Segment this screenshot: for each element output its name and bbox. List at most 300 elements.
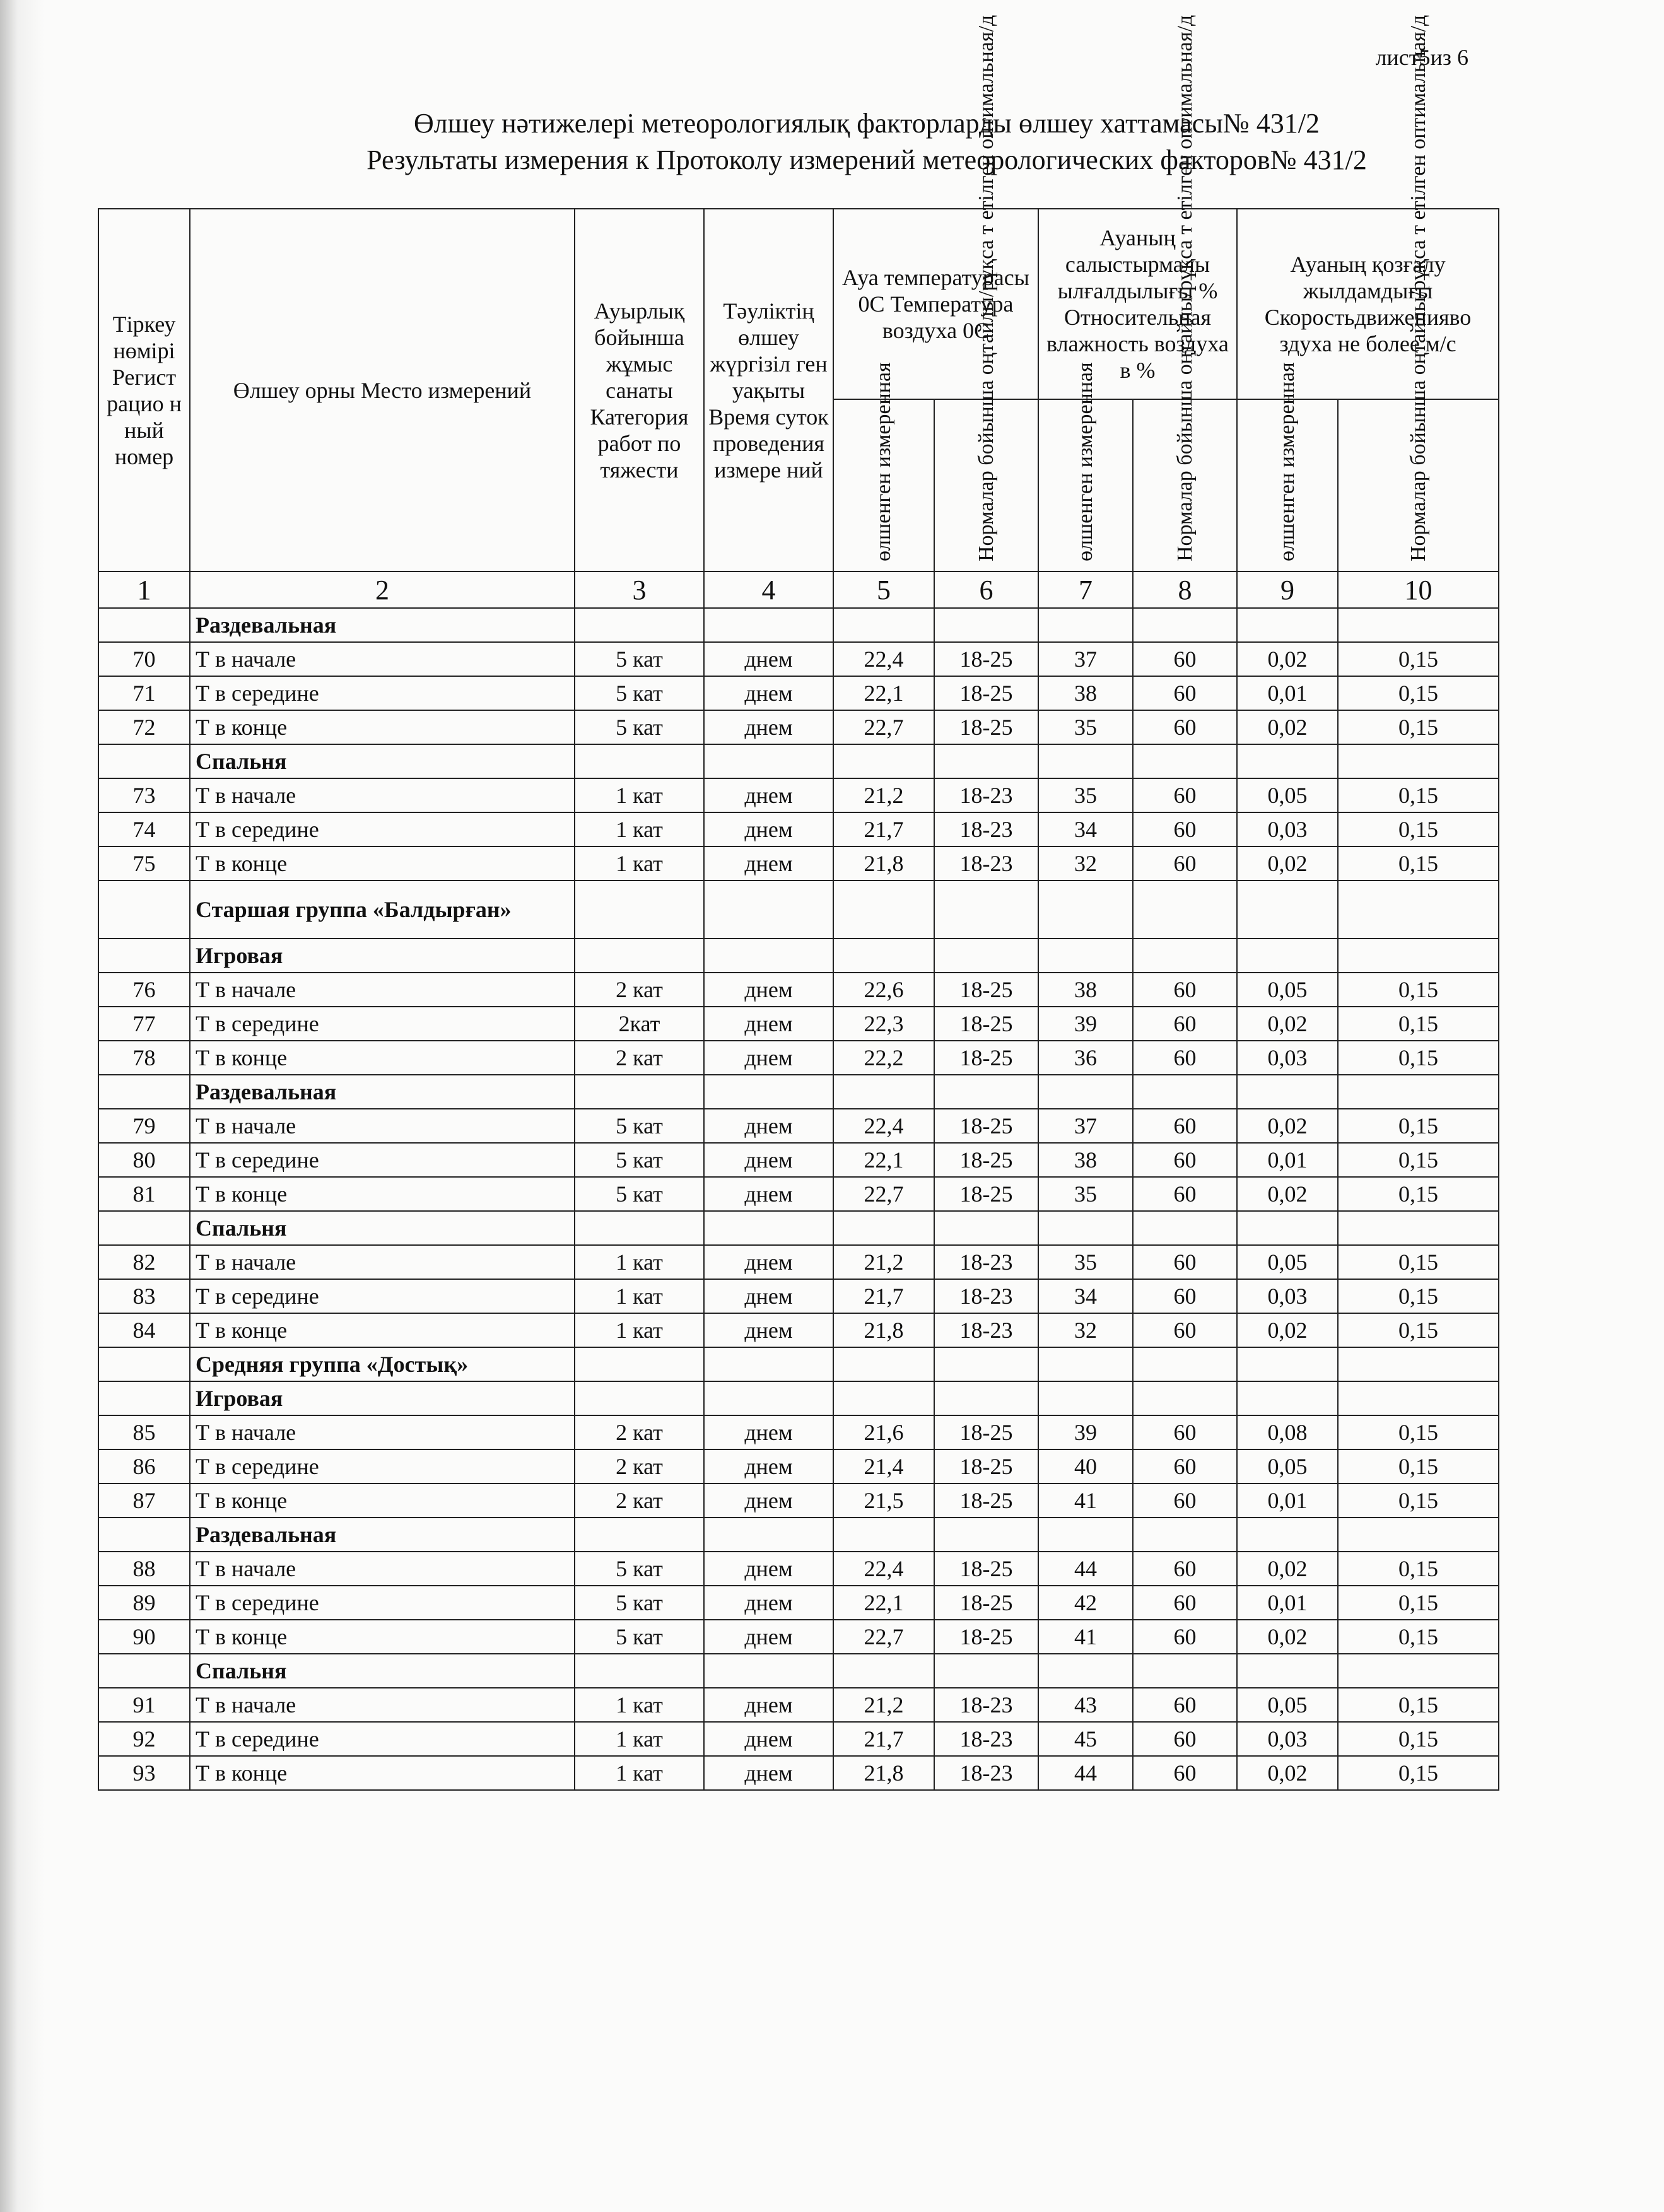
cell-category: 5 кат <box>575 1109 704 1143</box>
empty-cell <box>833 1518 934 1552</box>
empty-cell <box>1338 1211 1499 1245</box>
cell-humidity-norm: 60 <box>1133 778 1237 812</box>
section-row <box>98 1211 1499 1245</box>
scan-shadow <box>0 0 44 2212</box>
table-body <box>98 608 1499 1790</box>
cell-reg-number: 72 <box>98 710 190 744</box>
cell-temp-norm: 18-25 <box>934 1143 1038 1177</box>
cell-place: Т в конце <box>190 710 575 744</box>
cell-speed-measured: 0,05 <box>1237 778 1338 812</box>
cell-speed-norm: 0,15 <box>1338 710 1499 744</box>
cell-reg-number: 76 <box>98 973 190 1007</box>
cell-reg-number: 81 <box>98 1177 190 1211</box>
cell-humidity-measured: 40 <box>1038 1449 1133 1483</box>
cell-humidity-measured: 38 <box>1038 973 1133 1007</box>
section-row <box>98 608 1499 642</box>
empty-cell <box>833 1211 934 1245</box>
cell-reg-number: 80 <box>98 1143 190 1177</box>
table-row <box>98 1041 1499 1075</box>
section-row <box>98 1518 1499 1552</box>
table-row <box>98 778 1499 812</box>
cell-place: Т в конце <box>190 1177 575 1211</box>
table-row <box>98 1586 1499 1620</box>
cell-speed-norm: 0,15 <box>1338 1483 1499 1518</box>
cell-humidity-measured: 32 <box>1038 846 1133 881</box>
cell-reg-number: 79 <box>98 1109 190 1143</box>
empty-cell <box>1038 1211 1133 1245</box>
cell-category: 5 кат <box>575 1552 704 1586</box>
cell-temp-measured: 22,1 <box>833 1143 934 1177</box>
cell-temp-norm: 18-25 <box>934 1007 1038 1041</box>
cell-humidity-measured: 37 <box>1038 642 1133 676</box>
empty-cell <box>833 744 934 778</box>
col-num: 9 <box>1237 571 1338 608</box>
cell-temp-measured: 21,4 <box>833 1449 934 1483</box>
cell-time: днем <box>704 846 833 881</box>
cell-humidity-measured: 43 <box>1038 1688 1133 1722</box>
cell-humidity-norm: 60 <box>1133 1143 1237 1177</box>
cell-humidity-norm: 60 <box>1133 1483 1237 1518</box>
cell-temp-measured: 22,1 <box>833 676 934 710</box>
empty-cell <box>1133 1211 1237 1245</box>
empty-cell <box>833 881 934 939</box>
cell-temp-norm: 18-23 <box>934 1279 1038 1313</box>
cell-time: днем <box>704 1279 833 1313</box>
cell-speed-measured: 0,08 <box>1237 1415 1338 1449</box>
empty-cell <box>98 1518 190 1552</box>
empty-cell <box>1038 1381 1133 1415</box>
empty-cell <box>98 1347 190 1381</box>
empty-cell <box>1338 1347 1499 1381</box>
title-kz: Өлшеу нәтижелері метеорологиялық факторларды өлшеу хаттамасы№ 431/2 <box>414 108 1320 139</box>
cell-reg-number: 83 <box>98 1279 190 1313</box>
cell-category: 1 кат <box>575 812 704 846</box>
header-temp-norm: Нормалар бойынша оңтайлы/рұқса т етілген оптимальная/д <box>934 399 1038 571</box>
cell-humidity-measured: 35 <box>1038 778 1133 812</box>
empty-cell <box>1237 744 1338 778</box>
table-row <box>98 676 1499 710</box>
cell-humidity-measured: 41 <box>1038 1483 1133 1518</box>
cell-place: Т в начале <box>190 973 575 1007</box>
empty-cell <box>98 1211 190 1245</box>
empty-cell <box>1133 1347 1237 1381</box>
empty-cell <box>575 744 704 778</box>
cell-humidity-norm: 60 <box>1133 1756 1237 1790</box>
empty-cell <box>98 1075 190 1109</box>
table-row <box>98 1279 1499 1313</box>
cell-speed-measured: 0,02 <box>1237 642 1338 676</box>
cell-time: днем <box>704 1552 833 1586</box>
cell-category: 5 кат <box>575 1620 704 1654</box>
cell-temp-measured: 21,2 <box>833 1688 934 1722</box>
cell-temp-measured: 21,8 <box>833 846 934 881</box>
header-time: Тәуліктің өлшеу жүргізіл ген уақыты Время суток проведения измере ний <box>704 209 833 571</box>
header-temp-measured: өлшенген измеренная <box>833 399 934 571</box>
section-row <box>98 1347 1499 1381</box>
empty-cell <box>1133 1518 1237 1552</box>
empty-cell <box>704 1211 833 1245</box>
empty-cell <box>833 939 934 973</box>
cell-humidity-norm: 60 <box>1133 1279 1237 1313</box>
cell-temp-norm: 18-23 <box>934 1756 1038 1790</box>
section-row <box>98 881 1499 939</box>
table-row <box>98 1688 1499 1722</box>
cell-speed-measured: 0,02 <box>1237 846 1338 881</box>
cell-place: Т в начале <box>190 1109 575 1143</box>
cell-temp-norm: 18-23 <box>934 812 1038 846</box>
cell-category: 1 кат <box>575 1245 704 1279</box>
cell-temp-measured: 22,4 <box>833 1552 934 1586</box>
empty-cell <box>575 881 704 939</box>
header-place: Өлшеу орны Место измерений <box>190 209 575 571</box>
cell-time: днем <box>704 1415 833 1449</box>
cell-speed-measured: 0,01 <box>1237 1483 1338 1518</box>
empty-cell <box>1133 744 1237 778</box>
table-row <box>98 1109 1499 1143</box>
cell-place: Т в начале <box>190 778 575 812</box>
cell-speed-measured: 0,01 <box>1237 1143 1338 1177</box>
empty-cell <box>575 1347 704 1381</box>
empty-cell <box>98 1381 190 1415</box>
header-speed-norm: Нормалар бойынша оңтайлы/рұқса т етілген оптимальная/д <box>1338 399 1499 571</box>
empty-cell <box>1038 939 1133 973</box>
cell-place: Т в середине <box>190 676 575 710</box>
table-row <box>98 1756 1499 1790</box>
cell-place: Т в конце <box>190 846 575 881</box>
cell-speed-measured: 0,03 <box>1237 1722 1338 1756</box>
cell-humidity-norm: 60 <box>1133 973 1237 1007</box>
cell-place: Т в начале <box>190 642 575 676</box>
table-row <box>98 1415 1499 1449</box>
cell-speed-measured: 0,03 <box>1237 1279 1338 1313</box>
cell-time: днем <box>704 642 833 676</box>
table-row <box>98 1552 1499 1586</box>
cell-category: 1 кат <box>575 778 704 812</box>
cell-speed-measured: 0,05 <box>1237 973 1338 1007</box>
cell-temp-measured: 22,7 <box>833 1620 934 1654</box>
cell-speed-norm: 0,15 <box>1338 1143 1499 1177</box>
empty-cell <box>1237 881 1338 939</box>
cell-temp-norm: 18-25 <box>934 1415 1038 1449</box>
empty-cell <box>1237 1518 1338 1552</box>
section-title: Спальня <box>190 1654 575 1688</box>
cell-time: днем <box>704 1041 833 1075</box>
col-num: 4 <box>704 571 833 608</box>
empty-cell <box>1133 939 1237 973</box>
cell-category: 1 кат <box>575 1722 704 1756</box>
cell-speed-measured: 0,02 <box>1237 1313 1338 1347</box>
table-row <box>98 1177 1499 1211</box>
cell-time: днем <box>704 1483 833 1518</box>
empty-cell <box>934 881 1038 939</box>
empty-cell <box>1237 1075 1338 1109</box>
col-num: 5 <box>833 571 934 608</box>
cell-speed-measured: 0,02 <box>1237 1177 1338 1211</box>
empty-cell <box>1338 608 1499 642</box>
cell-place: Т в конце <box>190 1483 575 1518</box>
empty-cell <box>1237 939 1338 973</box>
cell-humidity-norm: 60 <box>1133 1041 1237 1075</box>
cell-place: Т в начале <box>190 1688 575 1722</box>
empty-cell <box>1237 1381 1338 1415</box>
empty-cell <box>575 1211 704 1245</box>
empty-cell <box>1237 1347 1338 1381</box>
table-row <box>98 1449 1499 1483</box>
cell-humidity-norm: 60 <box>1133 1415 1237 1449</box>
header-temperature: Ауа температурасы 0С Температура воздуха 0С <box>833 209 1038 399</box>
empty-cell <box>704 1654 833 1688</box>
cell-humidity-measured: 42 <box>1038 1586 1133 1620</box>
col-num: 7 <box>1038 571 1133 608</box>
cell-time: днем <box>704 1143 833 1177</box>
cell-time: днем <box>704 1313 833 1347</box>
cell-reg-number: 89 <box>98 1586 190 1620</box>
header-hum-norm: Нормалар бойынша оңтайлы/рұқса т етілген оптимальная/д <box>1133 399 1237 571</box>
cell-place: Т в конце <box>190 1620 575 1654</box>
cell-place: Т в начале <box>190 1245 575 1279</box>
cell-category: 2 кат <box>575 1483 704 1518</box>
empty-cell <box>1133 1654 1237 1688</box>
cell-category: 2 кат <box>575 973 704 1007</box>
cell-humidity-norm: 60 <box>1133 1177 1237 1211</box>
empty-cell <box>704 1518 833 1552</box>
cell-time: днем <box>704 710 833 744</box>
section-title: Раздевальная <box>190 1518 575 1552</box>
empty-cell <box>1133 881 1237 939</box>
cell-humidity-measured: 32 <box>1038 1313 1133 1347</box>
cell-place: Т в середине <box>190 1722 575 1756</box>
cell-category: 5 кат <box>575 676 704 710</box>
table-row <box>98 710 1499 744</box>
cell-humidity-norm: 60 <box>1133 1449 1237 1483</box>
section-row <box>98 1654 1499 1688</box>
cell-category: 5 кат <box>575 642 704 676</box>
cell-place: Т в середине <box>190 1586 575 1620</box>
cell-time: днем <box>704 676 833 710</box>
cell-reg-number: 84 <box>98 1313 190 1347</box>
cell-temp-norm: 18-23 <box>934 1722 1038 1756</box>
cell-humidity-measured: 38 <box>1038 1143 1133 1177</box>
header-air-speed: Ауаның қозғалу жылдамдығы Скоростьдвиженияво здуха не более м/с <box>1237 209 1499 399</box>
cell-temp-measured: 22,4 <box>833 1109 934 1143</box>
cell-speed-norm: 0,15 <box>1338 1449 1499 1483</box>
header-speed-measured: өлшенген измеренная <box>1237 399 1338 571</box>
empty-cell <box>934 608 1038 642</box>
empty-cell <box>934 1347 1038 1381</box>
cell-time: днем <box>704 1722 833 1756</box>
empty-cell <box>704 1075 833 1109</box>
cell-reg-number: 87 <box>98 1483 190 1518</box>
section-title: Игровая <box>190 1381 575 1415</box>
empty-cell <box>98 939 190 973</box>
title-ru: Результаты измерения к Протоколу измерений метеорологических факторов№ 431/2 <box>366 144 1367 175</box>
cell-humidity-norm: 60 <box>1133 1586 1237 1620</box>
table-row <box>98 1007 1499 1041</box>
empty-cell <box>1038 881 1133 939</box>
cell-speed-norm: 0,15 <box>1338 642 1499 676</box>
section-row <box>98 1075 1499 1109</box>
empty-cell <box>704 608 833 642</box>
table-row <box>98 642 1499 676</box>
empty-cell <box>934 939 1038 973</box>
cell-temp-measured: 21,7 <box>833 1722 934 1756</box>
cell-time: днем <box>704 778 833 812</box>
empty-cell <box>833 1075 934 1109</box>
table-row <box>98 1143 1499 1177</box>
cell-humidity-measured: 35 <box>1038 1177 1133 1211</box>
cell-category: 1 кат <box>575 1688 704 1722</box>
table-row <box>98 1620 1499 1654</box>
empty-cell <box>1038 744 1133 778</box>
cell-speed-norm: 0,15 <box>1338 1620 1499 1654</box>
cell-humidity-norm: 60 <box>1133 846 1237 881</box>
cell-category: 5 кат <box>575 1177 704 1211</box>
empty-cell <box>1338 1075 1499 1109</box>
cell-temp-norm: 18-23 <box>934 1313 1038 1347</box>
cell-speed-measured: 0,02 <box>1237 710 1338 744</box>
section-title: Спальня <box>190 744 575 778</box>
cell-speed-norm: 0,15 <box>1338 1313 1499 1347</box>
cell-temp-norm: 18-25 <box>934 973 1038 1007</box>
cell-reg-number: 88 <box>98 1552 190 1586</box>
cell-humidity-measured: 39 <box>1038 1415 1133 1449</box>
cell-humidity-measured: 44 <box>1038 1756 1133 1790</box>
cell-temp-norm: 18-23 <box>934 1688 1038 1722</box>
empty-cell <box>1338 1518 1499 1552</box>
cell-speed-norm: 0,15 <box>1338 1756 1499 1790</box>
cell-speed-measured: 0,03 <box>1237 812 1338 846</box>
cell-temp-norm: 18-25 <box>934 1177 1038 1211</box>
cell-place: Т в середине <box>190 812 575 846</box>
cell-category: 1 кат <box>575 1279 704 1313</box>
empty-cell <box>934 1654 1038 1688</box>
section-title: Раздевальная <box>190 1075 575 1109</box>
cell-speed-measured: 0,02 <box>1237 1620 1338 1654</box>
cell-humidity-norm: 60 <box>1133 710 1237 744</box>
cell-humidity-norm: 60 <box>1133 1007 1237 1041</box>
header-humidity: Ауаның салыстырмалы ылғалдылығы % Относительная влажность воздуха в % <box>1038 209 1237 399</box>
cell-category: 2кат <box>575 1007 704 1041</box>
empty-cell <box>98 608 190 642</box>
cell-time: днем <box>704 1620 833 1654</box>
cell-speed-measured: 0,02 <box>1237 1007 1338 1041</box>
empty-cell <box>704 1347 833 1381</box>
cell-reg-number: 93 <box>98 1756 190 1790</box>
cell-place: Т в середине <box>190 1143 575 1177</box>
column-numbers-row <box>98 571 1499 608</box>
col-num: 2 <box>190 571 575 608</box>
col-num: 3 <box>575 571 704 608</box>
cell-reg-number: 92 <box>98 1722 190 1756</box>
empty-cell <box>575 1381 704 1415</box>
cell-place: Т в середине <box>190 1449 575 1483</box>
empty-cell <box>1038 608 1133 642</box>
cell-time: днем <box>704 1007 833 1041</box>
cell-time: днем <box>704 1688 833 1722</box>
cell-reg-number: 82 <box>98 1245 190 1279</box>
empty-cell <box>704 939 833 973</box>
cell-time: днем <box>704 1586 833 1620</box>
cell-humidity-norm: 60 <box>1133 1552 1237 1586</box>
cell-speed-measured: 0,05 <box>1237 1245 1338 1279</box>
cell-humidity-norm: 60 <box>1133 1313 1237 1347</box>
cell-humidity-measured: 39 <box>1038 1007 1133 1041</box>
section-row <box>98 939 1499 973</box>
section-row <box>98 744 1499 778</box>
cell-humidity-measured: 34 <box>1038 812 1133 846</box>
empty-cell <box>1038 1518 1133 1552</box>
cell-category: 2 кат <box>575 1415 704 1449</box>
cell-place: Т в начале <box>190 1415 575 1449</box>
col-num: 1 <box>98 571 190 608</box>
empty-cell <box>1338 1381 1499 1415</box>
empty-cell <box>575 1075 704 1109</box>
empty-cell <box>1133 1381 1237 1415</box>
cell-humidity-norm: 60 <box>1133 676 1237 710</box>
cell-temp-measured: 22,3 <box>833 1007 934 1041</box>
empty-cell <box>1338 939 1499 973</box>
cell-temp-norm: 18-25 <box>934 1586 1038 1620</box>
empty-cell <box>934 744 1038 778</box>
table-row <box>98 1722 1499 1756</box>
cell-reg-number: 73 <box>98 778 190 812</box>
cell-humidity-measured: 35 <box>1038 710 1133 744</box>
empty-cell <box>575 939 704 973</box>
cell-speed-norm: 0,15 <box>1338 846 1499 881</box>
empty-cell <box>704 744 833 778</box>
cell-speed-measured: 0,05 <box>1237 1449 1338 1483</box>
cell-speed-norm: 0,15 <box>1338 676 1499 710</box>
cell-speed-norm: 0,15 <box>1338 1722 1499 1756</box>
cell-humidity-measured: 36 <box>1038 1041 1133 1075</box>
cell-time: днем <box>704 812 833 846</box>
cell-temp-measured: 22,7 <box>833 710 934 744</box>
empty-cell <box>934 1518 1038 1552</box>
cell-place: Т в середине <box>190 1007 575 1041</box>
cell-category: 1 кат <box>575 1313 704 1347</box>
col-num: 10 <box>1338 571 1499 608</box>
section-title: Игровая <box>190 939 575 973</box>
section-title: Старшая группа «Балдырған» <box>190 881 575 939</box>
table-row <box>98 846 1499 881</box>
cell-speed-measured: 0,02 <box>1237 1109 1338 1143</box>
cell-time: днем <box>704 1109 833 1143</box>
empty-cell <box>1038 1347 1133 1381</box>
cell-temp-norm: 18-25 <box>934 1620 1038 1654</box>
cell-temp-norm: 18-23 <box>934 846 1038 881</box>
cell-time: днем <box>704 973 833 1007</box>
cell-reg-number: 90 <box>98 1620 190 1654</box>
cell-reg-number: 77 <box>98 1007 190 1041</box>
cell-temp-norm: 18-25 <box>934 642 1038 676</box>
cell-time: днем <box>704 1177 833 1211</box>
cell-humidity-norm: 60 <box>1133 1722 1237 1756</box>
cell-speed-norm: 0,15 <box>1338 778 1499 812</box>
empty-cell <box>575 608 704 642</box>
empty-cell <box>833 608 934 642</box>
empty-cell <box>1038 1075 1133 1109</box>
cell-humidity-measured: 37 <box>1038 1109 1133 1143</box>
empty-cell <box>833 1654 934 1688</box>
cell-humidity-measured: 41 <box>1038 1620 1133 1654</box>
cell-category: 1 кат <box>575 846 704 881</box>
cell-speed-norm: 0,15 <box>1338 973 1499 1007</box>
cell-speed-norm: 0,15 <box>1338 1415 1499 1449</box>
cell-humidity-norm: 60 <box>1133 812 1237 846</box>
cell-speed-norm: 0,15 <box>1338 1109 1499 1143</box>
cell-place: Т в конце <box>190 1041 575 1075</box>
cell-temp-norm: 18-23 <box>934 778 1038 812</box>
